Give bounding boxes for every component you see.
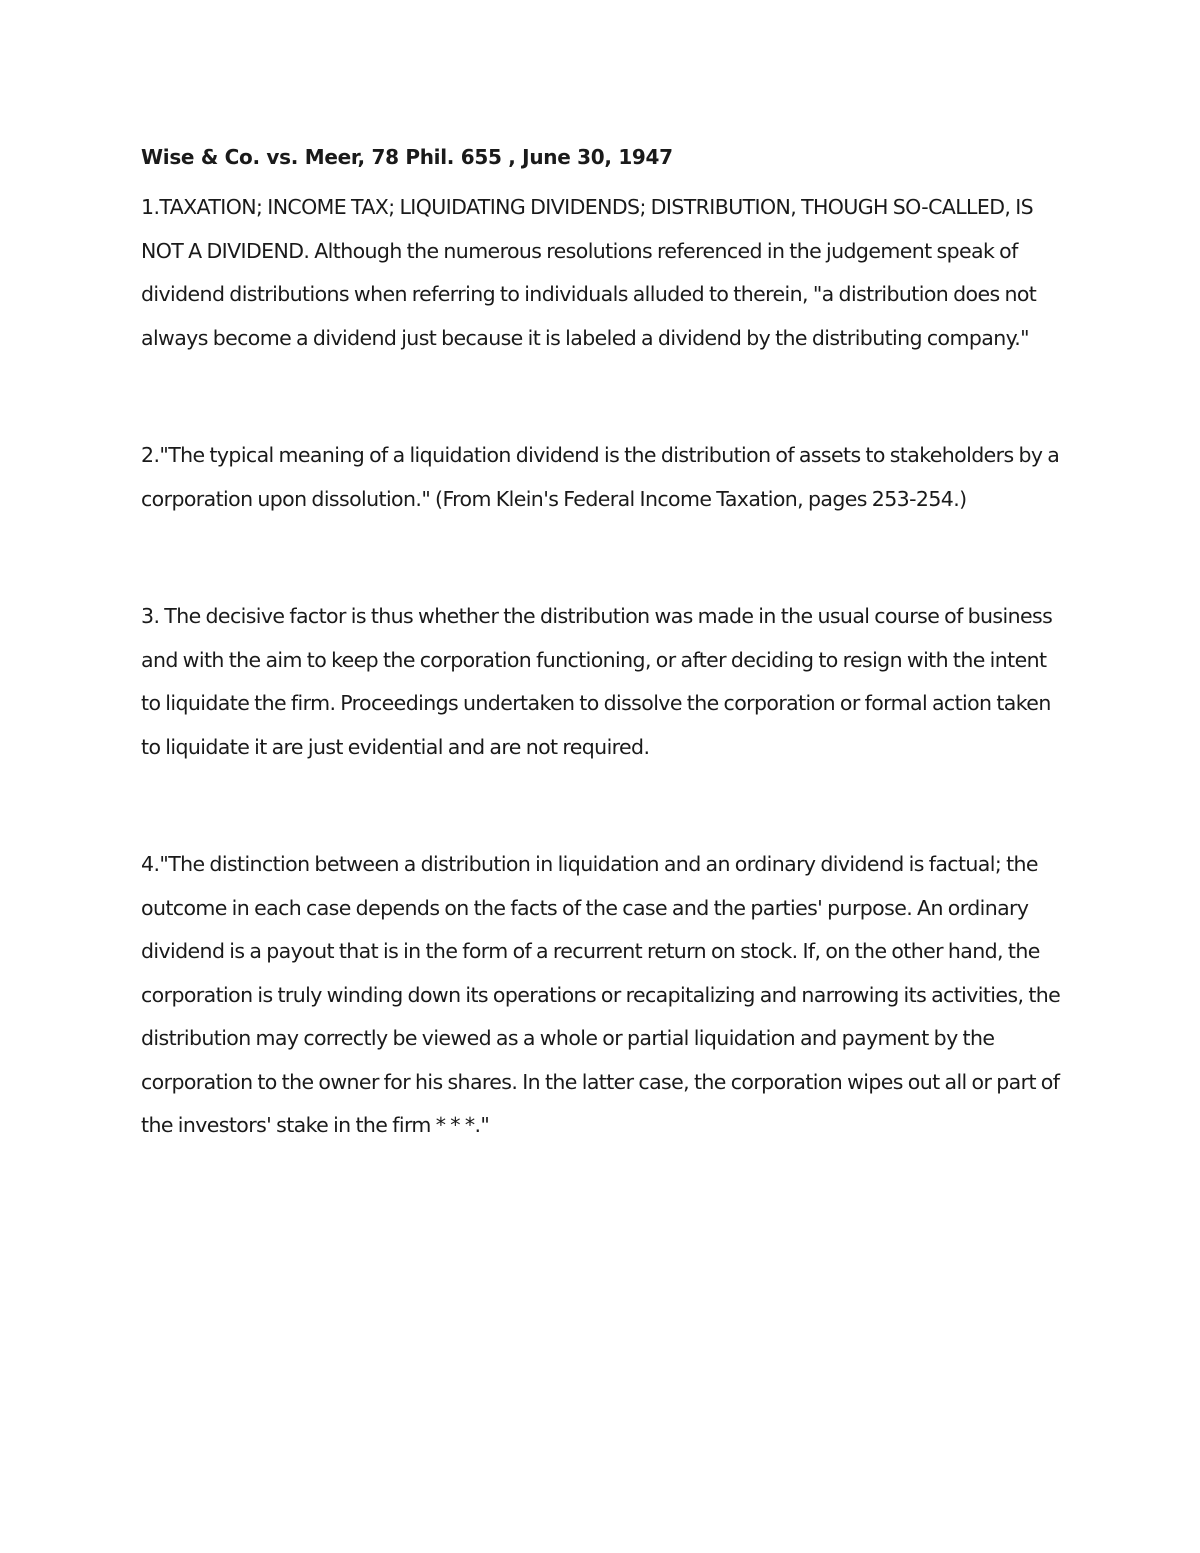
- paragraph-4: 4."The distinction between a distribution in liquidation and an ordinary dividend is factual; the outcome in each case depends on the facts of the case and the parties' purpose. An ordinary dividend is a payout that is in the form of a recurrent return on stock. If, on the other hand, the corporation is truly winding down its operations or recapitalizing and narrowing its activities, the distribution may correctly be viewed as a whole or partial liquidation and payment by the corporation to the owner for his shares. In the latter case, the corporation wipes out all or part of the investors' stake in the firm * * *.": [141, 852, 1061, 1137]
- paragraph-3: 3. The decisive factor is thus whether the distribution was made in the usual course of business and with the aim to keep the corporation functioning, or after deciding to resign with the intent to liquidate the firm. Proceedings undertaken to dissolve the corporation or formal action taken to liquidate it are just evidential and are not required.: [141, 604, 1053, 759]
- paragraph-2: 2."The typical meaning of a liquidation dividend is the distribution of assets to stakeholders by a corporation upon dissolution." (From Klein's Federal Income Taxation, pages 253-254.): [141, 443, 1060, 511]
- document-page: [141, 142, 1061, 1148]
- document-title: Wise & Co. vs. Meer, 78 Phil. 655 , June 30, 1947: [141, 145, 673, 169]
- paragraph-1: 1.TAXATION; INCOME TAX; LIQUIDATING DIVIDENDS; DISTRIBUTION, THOUGH SO-CALLED, IS NOT A DIVIDEND. Although the numerous resolutions referenced in the judgement speak of dividend distributions when referring to individuals alluded to therein, "a distribution does not always become a dividend just because it is labeled a dividend by the distributing company.": [141, 195, 1037, 350]
